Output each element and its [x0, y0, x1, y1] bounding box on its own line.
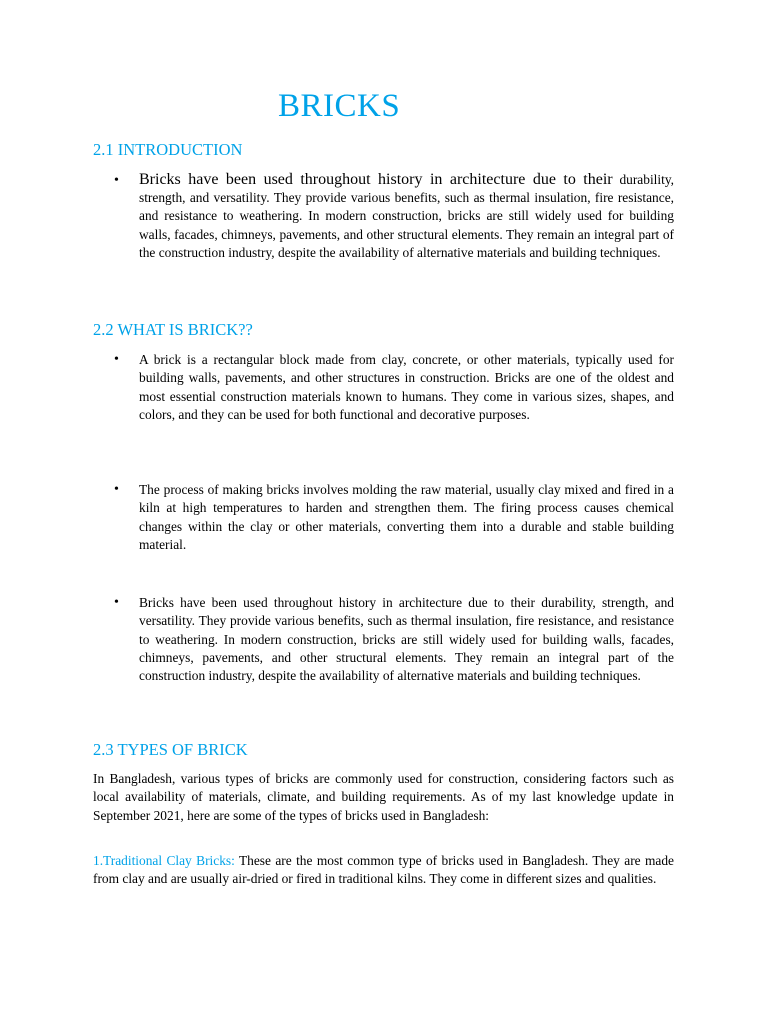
what-is-paragraph-3: Bricks have been used throughout history in architecture due to their durability, strength, and versatility. They provide various benefits, such as thermal insulation, fire resistance, and resistance to weathering. In modern construction, bricks are still widely used for building walls, facades, chimneys, pavements, and other structural elements. They remain an integral part of the construction industry, despite the availability of alternative materials and building techniques.	[139, 595, 674, 684]
intro-paragraph	[139, 171, 674, 262]
intro-body-text: durability, strength, and versatility. They provide various benefits, such as thermal insulation, fire resistance, and resistance to weathering. In modern construction, bricks are still widely used for building walls, facades, chimneys, pavements, and other structural elements. They remain an integral part of the construction industry, despite the availability of alternative materials and building techniques.	[139, 172, 674, 260]
brick-type-description: These are the most common type of bricks used in Bangladesh. They are made from clay and are usually air-dried or fired in traditional kilns. They come in different sizes and qualities.	[93, 853, 674, 887]
section-heading-types-of-brick: 2.3 TYPES OF BRICK	[93, 740, 248, 759]
section-heading-what-is-brick: 2.2 WHAT IS BRICK??	[93, 320, 253, 339]
brick-type-label: 1.Traditional Clay Bricks:	[93, 853, 235, 868]
intro-lead-text: Bricks have been used throughout history in architecture due to their	[139, 171, 613, 188]
bullet-icon: •	[114, 595, 119, 610]
document-title: BRICKS	[278, 88, 401, 124]
bullet-icon: •	[114, 352, 119, 367]
bullet-icon: •	[114, 482, 119, 497]
what-is-paragraph-2: The process of making bricks involves molding the raw material, usually clay mixed and fired in a kiln at high temperatures to harden and strengthen them. The firing process causes chemical changes within the clay or other materials, converting them into a durable and stable building material.	[139, 482, 674, 552]
section-heading-introduction: 2.1 INTRODUCTION	[93, 140, 243, 159]
what-is-paragraph-1: A brick is a rectangular block made from clay, concrete, or other materials, typically used for building walls, pavements, and other structures in construction. Bricks are one of the oldest and most essential construction materials known to humans. They come in various sizes, shapes, and colors, and they can be used for both functional and decorative purposes.	[139, 352, 674, 422]
bullet-icon: •	[114, 173, 119, 188]
brick-type-item	[93, 852, 674, 889]
types-intro-paragraph: In Bangladesh, various types of bricks are commonly used for construction, considering factors such as local availability of materials, climate, and building requirements. As of my last knowledge update in September 2021, here are some of the types of bricks used in Bangladesh:	[93, 771, 674, 823]
